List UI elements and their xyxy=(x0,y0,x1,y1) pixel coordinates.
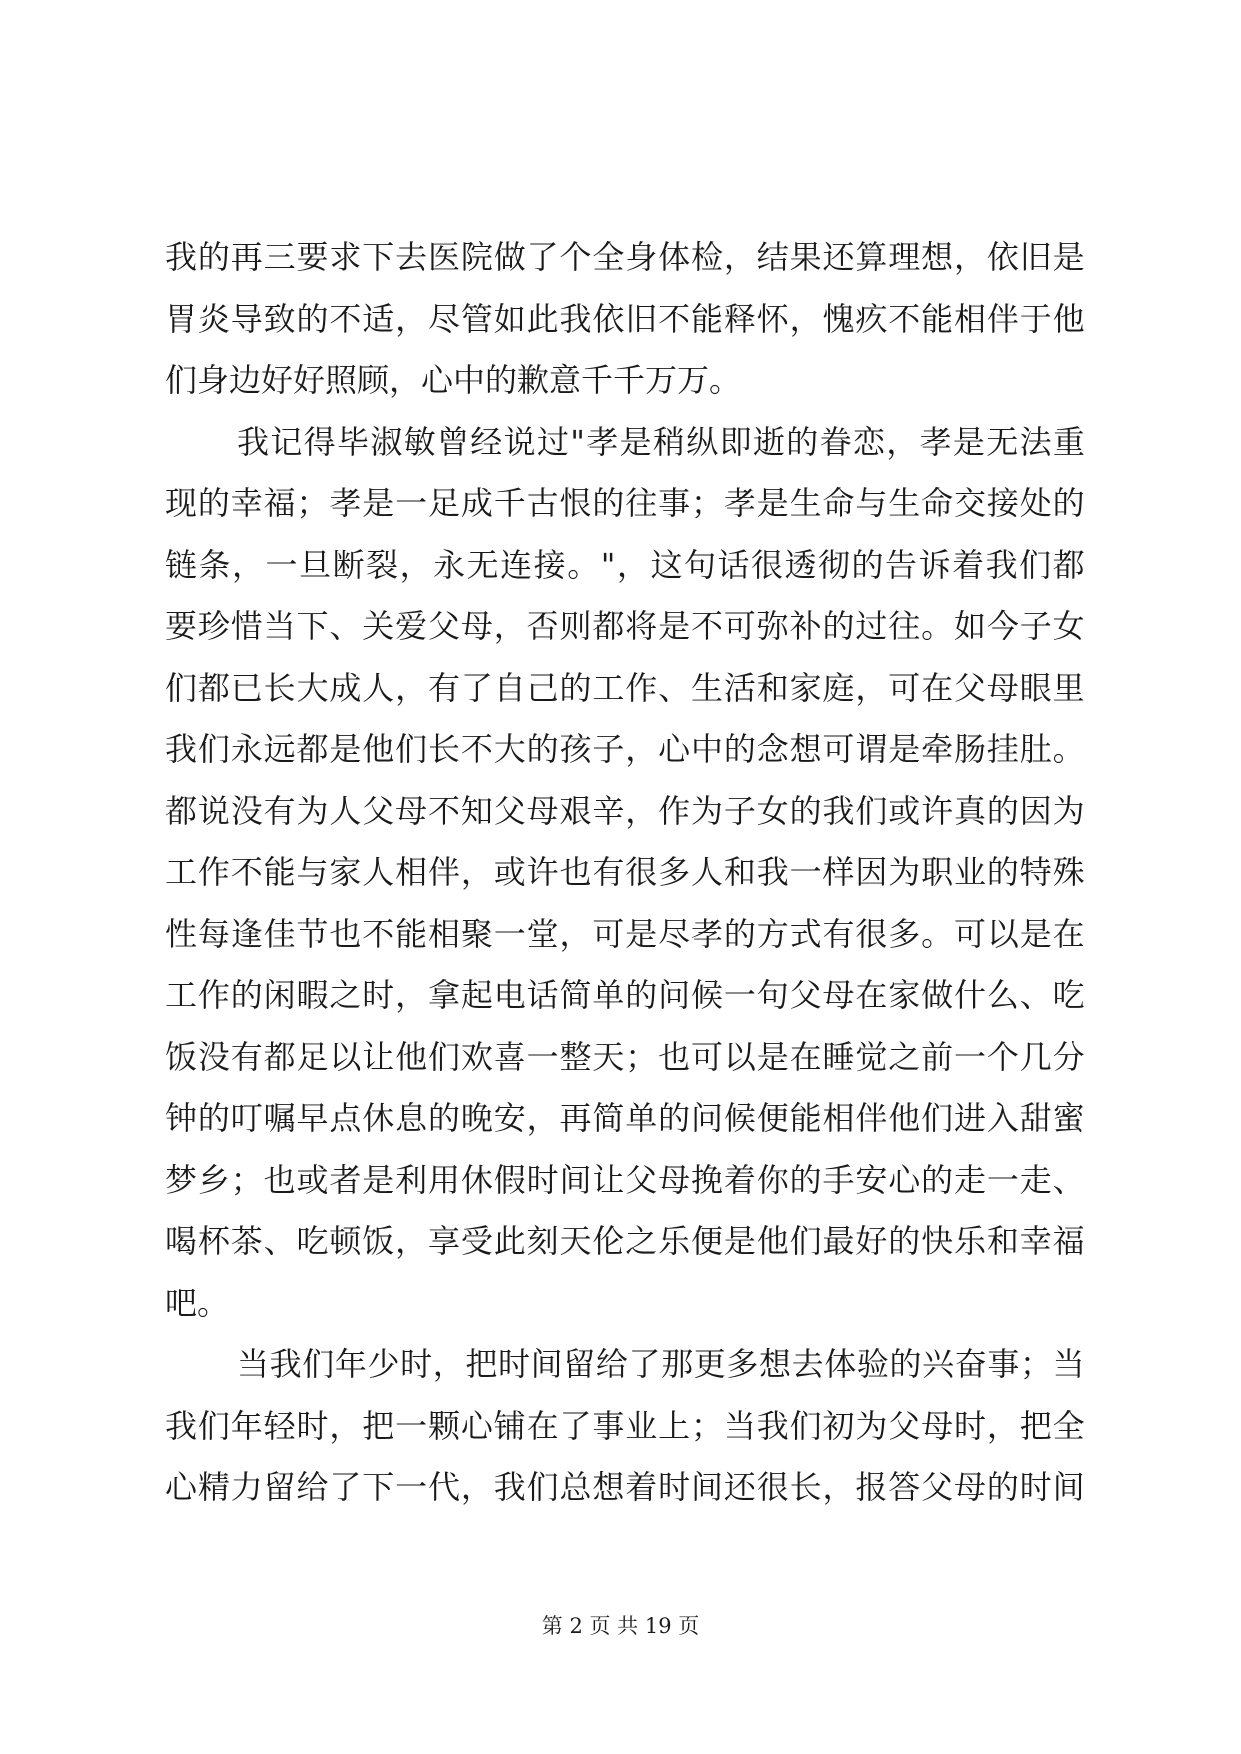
text-line: 链 条 ， 一 旦 断 裂 ， 永 无 连 接 。 " ， 这 句 话 很 透 彻 的 告 诉 着 我 们 都 xyxy=(165,545,1085,584)
text-line: 工 作 不 能 与 家 人 相 伴 ， 或 许 也 有 很 多 人 和 我 一 样 因 为 职 业 的 特 殊 xyxy=(165,853,1085,891)
text-line: 饭 没 有 都 足 以 让 他 们 欢 喜 一 整 天 ； 也 可 以 是 在 睡 觉 之 前 一 个 几 分 xyxy=(165,1037,1085,1076)
text-line: 喝 杯 茶 、 吃 顿 饭 ， 享 受 此 刻 天 伦 之 乐 便 是 他 们 最 好 的 快 乐 和 幸 福 xyxy=(165,1222,1085,1260)
text-line: 我 记 得 毕 淑 敏 曾 经 说 过 " 孝 是 稍 纵 即 逝 的 眷 恋 ， 孝 是 无 法 重 xyxy=(237,422,1085,461)
text-line: 心 精 力 留 给 了 下 一 代 ， 我 们 总 想 着 时 间 还 很 长 ， 报 答 父 母 的 时 间 xyxy=(165,1468,1085,1506)
text-line: 性 每 逢 佳 节 也 不 能 相 聚 一 堂 ， 可 是 尽 孝 的 方 式 有 很 多 。 可 以 是 在 xyxy=(165,914,1085,953)
page-footer: 第 2 页 共 19 页 xyxy=(541,1614,700,1638)
text-line: 当 我 们 年 少 时 ， 把 时 间 留 给 了 那 更 多 想 去 体 验 的 兴 奋 事 ； 当 xyxy=(237,1345,1085,1383)
text-line: 钟 的 叮 嘱 早 点 休 息 的 晚 安 ， 再 简 单 的 问 候 便 能 相 伴 他 们 进 入 甜 蜜 xyxy=(165,1099,1085,1137)
text-line: 吧。 xyxy=(165,1283,230,1322)
text-line: 我 的 再 三 要 求 下 去 医 院 做 了 个 全 身 体 检 ， 结 果 还 算 理 想 ， 依 旧 是 xyxy=(165,238,1085,276)
text-line: 工 作 的 闲 暇 之 时 ， 拿 起 电 话 简 单 的 问 候 一 句 父 母 在 家 做 什 么 、 吃 xyxy=(165,976,1085,1014)
text-line: 我 们 永 远 都 是 他 们 长 不 大 的 孩 子 ， 心 中 的 念 想 可 谓 是 牵 肠 挂 肚 。 xyxy=(165,730,1085,768)
text-line: 现 的 幸 福 ； 孝 是 一 足 成 千 古 恨 的 往 事 ； 孝 是 生 命 与 生 命 交 接 处 的 xyxy=(165,484,1085,522)
text-line: 们 都 已 长 大 成 人 ， 有 了 自 己 的 工 作 、 生 活 和 家 庭 ， 可 在 父 母 眼 里 xyxy=(165,668,1085,707)
text-line: 们身边好好照顾，心中的歉意千千万万。 xyxy=(165,361,742,399)
body-text xyxy=(165,227,1085,1519)
text-line: 都 说 没 有 为 人 父 母 不 知 父 母 艰 辛 ， 作 为 子 女 的 我 们 或 许 真 的 因 为 xyxy=(165,791,1085,830)
text-line: 要 珍 惜 当 下 、 关 爱 父 母 ， 否 则 都 将 是 不 可 弥 补 的 过 往 。 如 今 子 女 xyxy=(165,607,1085,645)
text-line: 我 们 年 轻 时 ， 把 一 颗 心 铺 在 了 事 业 上 ； 当 我 们 初 为 父 母 时 ， 把 全 xyxy=(165,1406,1085,1445)
text-line: 胃 炎 导 致 的 不 适 ， 尽 管 如 此 我 依 旧 不 能 释 怀 ， 愧 疚 不 能 相 伴 于 他 xyxy=(165,299,1085,338)
text-line: 梦 乡 ； 也 或 者 是 利 用 休 假 时 间 让 父 母 挽 着 你 的 手 安 心 的 走 一 走 、 xyxy=(165,1160,1085,1199)
